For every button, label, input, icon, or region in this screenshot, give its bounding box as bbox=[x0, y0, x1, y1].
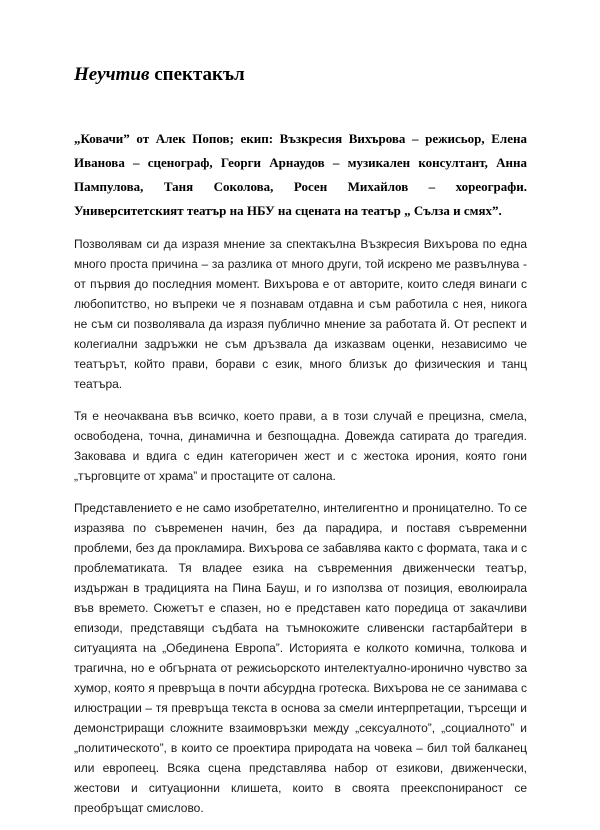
article-title-rest: спектакъл bbox=[149, 64, 245, 85]
body-paragraph-1: Позволявам си да изразя мнение за спектакълна Възкресия Вихърова по една много проста причина – за разлика от много други, той искрено ме развълнува - от първия до последния момент. Вихърова е от авторите, които следя винаги с любопитство, но въпреки че я познавам отдавна и съм работила с нея, никога не съм си позволявала да изразя публично мнение за работата й. От респект и колегиални задръжки не съм дръзвала да изказвам оценки, независимо че театърът, който прави, борави с език, много близък до физическия и танц театъра. bbox=[74, 237, 527, 391]
body-paragraph-3: Представлението е не само изобретателно, интелигентно и проницателно. То се изразява по съвременен начин, без да парадира, и поставя съвременни проблеми, без да прокламира. Вихърова се забавлява както с формата, така и с проблематиката. Тя владее езика на съвременния движенчески театър, издържан в традицията на Пина Бауш, и го използва от позиция, еволюирала във времето. Сюжетът е спазен, но е представен като поредица от закачливи епизоди, представящи съдбата на тъмнокожите сливенски гастарбайтери в ситуацията на „Обединена Европа”. Историята е колкото комична, толкова и трагична, но е обгърната от режисьорското интелектуално-иронично чувство за хумор, която я превръща в почти абсурдна гротеска. Вихърова не се занимава с илюстрации – тя превръща текста в основа за смели интерпретации, търсещи и демонстриращи сложните взаимовръзки между „сексуалното”, „социалното” и „политическото”, в които се проектира природата на човека – бил той балканец или европеец. Всяка сцена представлява набор от езикови, движенчески, жестови и ситуационни клишета, които в своята преекспонираност се преобръщат смислово. bbox=[74, 501, 527, 815]
article-title-italic: Неучтив bbox=[74, 64, 150, 85]
article-title bbox=[74, 64, 245, 86]
body-paragraph-2: Тя е неочаквана във всичко, което прави, а в този случай е прецизна, смела, освободена, точна, динамична и безпощадна. Довежда сатирата до трагедия. Заковава и вдига с един категоричен жест и с жестока ирония, която гони „търговците от храма” и простаците от салона. bbox=[74, 409, 527, 483]
article-body bbox=[74, 234, 527, 830]
production-credits: „Ковачи” от Алек Попов; екип: Възкресия Вихърова – режисьор, Елена Иванова – сценограф, Георги Арнаудов – музикален консултант, Анна Пампулова, Таня Соколова, Росен Михайлов – хореографи. Университетският театър на НБУ на сцената на театър „ Сълза и смях”. bbox=[74, 131, 527, 218]
